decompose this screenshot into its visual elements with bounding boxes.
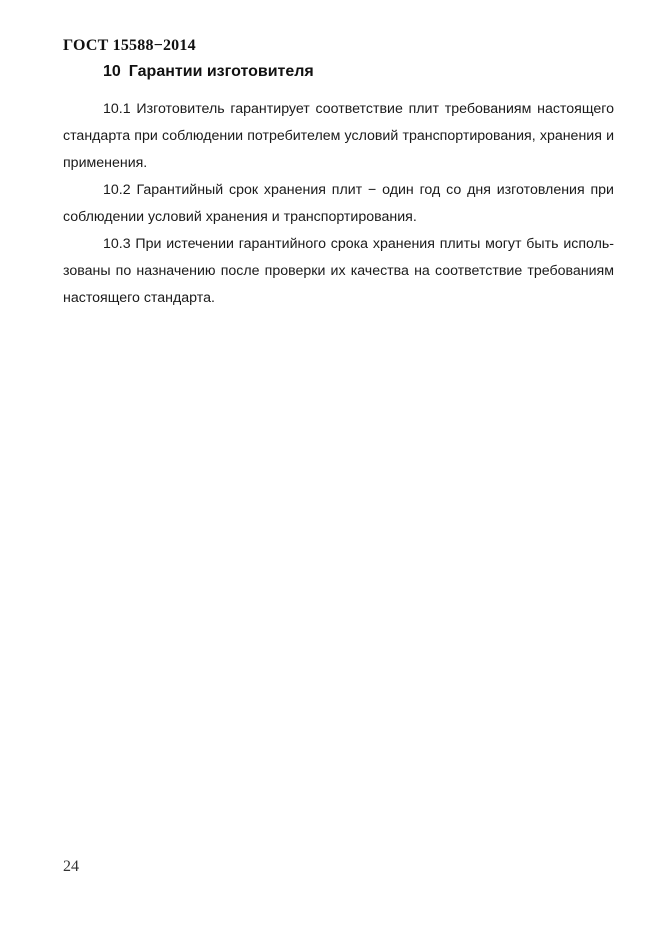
paragraph-10-3: 10.3 При истечении гарантийного срока хранения плиты могут быть исполь-зованы по назначению после проверки их качества на соответствие требованиям настоящего стандарта. — [63, 236, 614, 306]
document-code: ГОСТ 15588−2014 — [63, 37, 196, 54]
paragraph-10-2: 10.2 Гарантийный срок хранения плит − один год со дня изготовления при соблюдении условий хранения и транспортирования. — [63, 182, 614, 225]
section-title: Гарантии изготовителя — [128, 63, 314, 80]
section-number: 10 — [103, 63, 121, 80]
page-number: 24 — [63, 858, 79, 875]
section-heading — [103, 63, 314, 81]
section-body — [63, 96, 614, 312]
paragraph-10-1: 10.1 Изготовитель гарантирует соответствие плит требованиям настоящего стандарта при соблюдении потребителем условий транспортирования, хранения и применения. — [63, 101, 614, 171]
